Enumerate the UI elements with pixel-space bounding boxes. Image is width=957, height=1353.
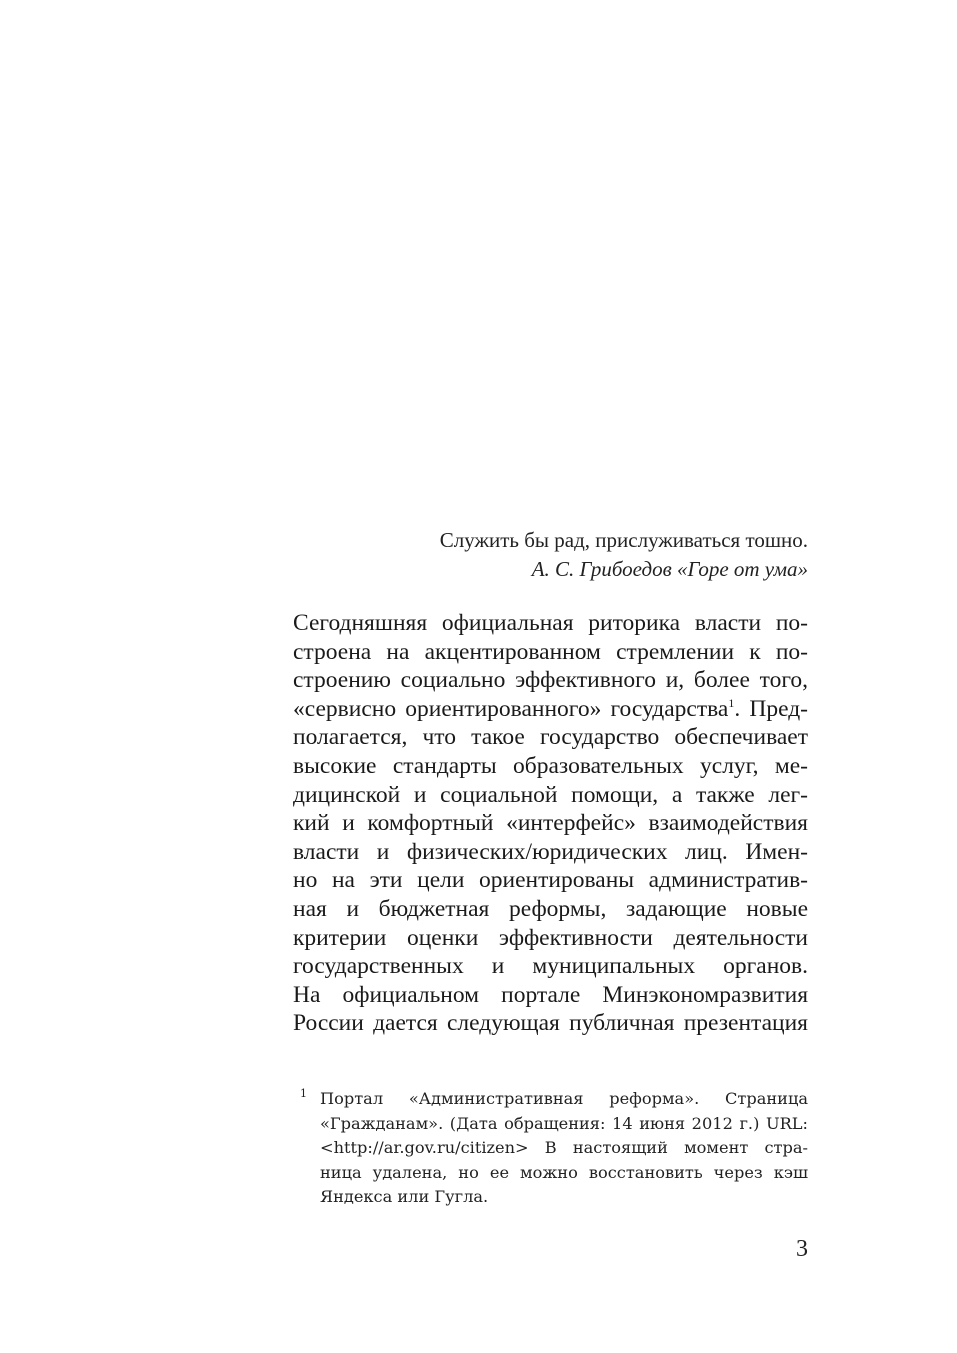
footnote-reference[interactable]: 1 (728, 695, 735, 710)
epigraph-quote: Служить бы рад, прислуживаться тошно. (439, 528, 808, 552)
paragraph-line: высокие стандарты образовательных услуг, ме- (293, 752, 808, 779)
paragraph-line: государственных и муниципальных органов. (293, 953, 808, 980)
epigraph-attribution: А. С. Грибоедов «Горе от ума» (531, 556, 808, 581)
paragraph-line: России дается следующая публичная презентация (293, 1010, 808, 1037)
footnote-line: <http://ar.gov.ru/citizen> В настоящий момент стра- (320, 1138, 808, 1157)
paragraph-line: критерии оценки эффективности деятельности (293, 924, 808, 951)
footnote-line: Яндекса или Гугла. (320, 1187, 489, 1206)
paragraph-line: но на эти цели ориентированы административ- (293, 867, 808, 894)
line-text: . Пред- (734, 695, 809, 722)
main-paragraph (293, 609, 808, 1038)
paragraph-line: строена на акцентированном стремлении к по- (293, 638, 808, 665)
epigraph (293, 526, 808, 583)
footnote-text (320, 1087, 808, 1210)
paragraph-line: кий и комфортный «интерфейс» взаимодействия (293, 810, 808, 837)
paragraph-line: Сегодняшняя официальная риторика власти по- (293, 610, 808, 636)
footnote (300, 1087, 808, 1210)
footnote-line: ница удалена, но ее можно восстановить через кэш (320, 1162, 808, 1182)
paragraph-line: дицинской и социальной помощи, а также лег- (293, 781, 808, 808)
page-number: 3 (796, 1236, 808, 1262)
paragraph-line: полагается, что такое государство обеспечивает (293, 724, 808, 751)
line-text: «сервисно ориентированного» государства (293, 695, 729, 722)
paragraph-line: ная и бюджетная реформы, задающие новые (293, 895, 808, 922)
footnote-marker: 1 (300, 1087, 307, 1100)
paragraph-line: власти и физических/юридических лиц. Имен- (293, 838, 808, 865)
footnote-line: Портал «Административная реформа». Страница (320, 1089, 808, 1108)
paragraph-line-with-footnote (293, 695, 808, 724)
paragraph-line: На официальном портале Минэкономразвития (293, 981, 808, 1008)
paragraph-line: строению социально эффективного и, более того, (293, 667, 808, 694)
footnote-line: «Гражданам». (Дата обращения: 14 июня 2012 г.) URL: (320, 1113, 808, 1133)
